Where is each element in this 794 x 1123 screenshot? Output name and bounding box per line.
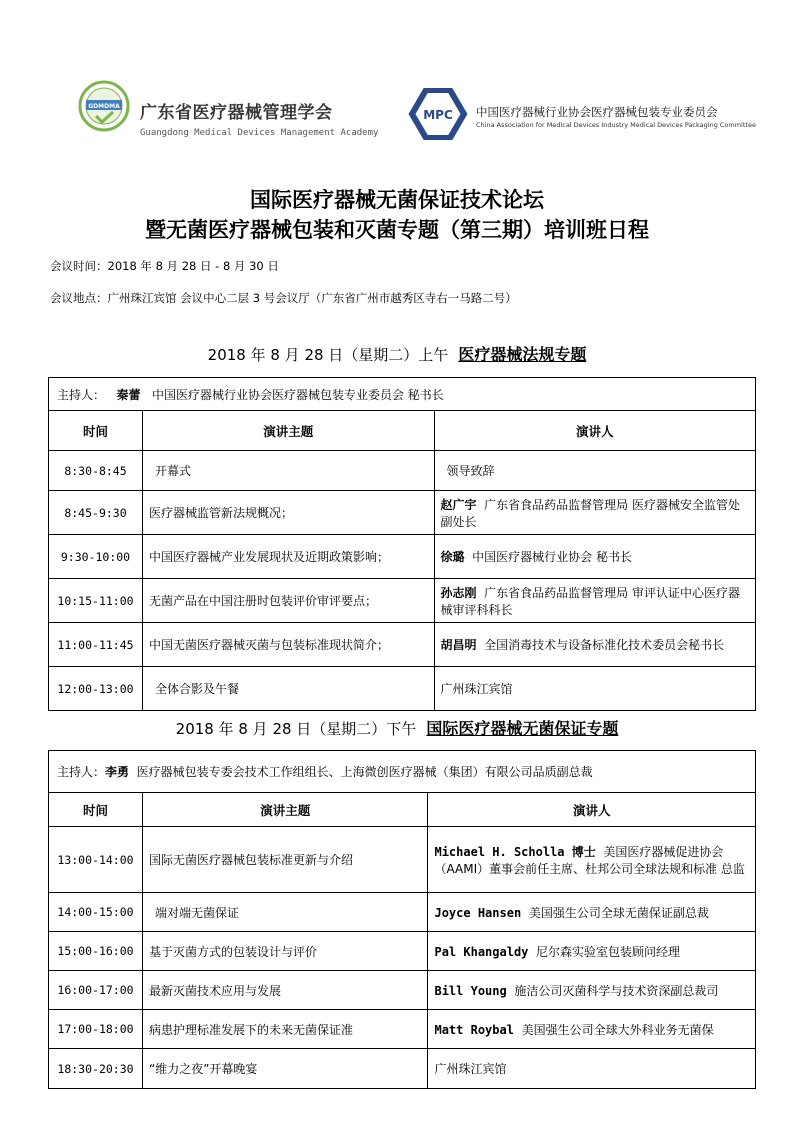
mpc-logo (408, 88, 768, 144)
gdmdma-logo (78, 78, 398, 144)
session2-date: 2018 年 8 月 28 日（星期二）下午 (175, 720, 417, 738)
col-time-header: 时间 (49, 793, 143, 827)
session2-table (48, 750, 756, 1089)
session1-date: 2018 年 8 月 28 日（星期二）上午 (207, 346, 449, 364)
session1-topic: 医疗器械法规专题 (458, 345, 587, 364)
table-row: 13:00-14:00 国际无菌医疗器械包装标准更新与介绍 Michael H. Scholla 博士 美国医疗器械促进协会（AAMI）董事会前任主席、杜邦公司全球法规和标准 总监 (49, 827, 756, 893)
session1-host-name: 秦蕾 (116, 387, 141, 402)
session2-host-name: 李勇 (105, 765, 130, 779)
session1-heading (0, 342, 794, 365)
svg-text:MPC: MPC (423, 108, 453, 122)
mpc-name-cn: 中国医疗器械行业协会医疗器械包装专业委员会 (476, 105, 718, 119)
gdmdma-badge-icon (78, 80, 130, 132)
table-row: 11:00-11:45 中国无菌医疗器械灭菌与包装标准现状简介； 胡昌明 全国消毒技术与设备标准化技术委员会秘书长 (49, 623, 756, 667)
table-row: 14:00-15:00 端对端无菌保证 Joyce Hansen 美国强生公司全球无菌保证副总裁 (49, 893, 756, 932)
table-header-row (49, 411, 756, 451)
table-row: 9:30-10:00 中国医疗器械产业发展现状及近期政策影响； 徐璐 中国医疗器械行业协会 秘书长 (49, 535, 756, 579)
session1-host-role: 中国医疗器械行业协会医疗器械包装专业委员会 秘书长 (151, 387, 444, 402)
mpc-mark-icon (408, 88, 468, 140)
table-row: 8:45-9:30 医疗器械监管新法规概况； 赵广宇 广东省食品药品监督管理局 医疗器械安全监管处副处长 (49, 491, 756, 535)
header-logos (0, 78, 794, 148)
table-header-row (49, 793, 756, 827)
session2-host-role: 医疗器械包装专委会技术工作组组长、上海微创医疗器械（集团）有限公司品质副总裁 (136, 765, 593, 779)
table-row: 8:30-8:45 开幕式 领导致辞 (49, 451, 756, 491)
session1-host-row (49, 378, 756, 411)
table-row: 10:15-11:00 无菌产品在中国注册时包装评价审评要点； 孙志刚 广东省食品药品监督管理局 审评认证中心医疗器械审评科科长 (49, 579, 756, 623)
svg-text:GDMDMA: GDMDMA (88, 103, 120, 110)
mpc-name-en: China Association for Medical Devices Industry Medical Devices Packaging Committee (476, 121, 756, 129)
col-topic-header: 演讲主题 (142, 793, 427, 827)
session1-host: 主持人： 秦蕾 中国医疗器械行业协会医疗器械包装专业委员会 秘书长 (49, 378, 756, 411)
table-row: 17:00-18:00 病患护理标准发展下的未来无菌保证准 Matt Roybal 美国强生公司全球大外科业务无菌保 (49, 1010, 756, 1049)
table-row: 12:00-13:00 全体合影及午餐 广州珠江宾馆 (49, 667, 756, 711)
table-row: 15:00-16:00 基于灭菌方式的包装设计与评价 Pal Khangaldy 尼尔森实验室包装顾问经理 (49, 932, 756, 971)
page-subtitle: 暨无菌医疗器械包装和灭菌专题（第三期）培训班日程 (145, 217, 649, 242)
page-title: 国际医疗器械无菌保证技术论坛 (250, 187, 544, 212)
gdmdma-name-en: Guangdong Medical Devices Management Academy (140, 128, 379, 138)
col-speaker-header: 演讲人 (428, 793, 756, 827)
col-time-header: 时间 (49, 411, 143, 451)
col-speaker-header: 演讲人 (434, 411, 756, 451)
gdmdma-name-cn: 广东省医疗器械管理学会 (140, 103, 333, 123)
session2-topic: 国际医疗器械无菌保证专题 (426, 719, 619, 738)
table-row: 16:00-17:00 最新灭菌技术应用与发展 Bill Young 施洁公司灭菌科学与技术资深副总裁司 (49, 971, 756, 1010)
session2-heading (0, 716, 794, 739)
session1-table (48, 377, 756, 711)
session2-host: 主持人：李勇 医疗器械包装专委会技术工作组组长、上海微创医疗器械（集团）有限公司品质副总裁 (49, 751, 756, 793)
col-topic-header: 演讲主题 (142, 411, 434, 451)
meeting-place: 会议地点：广州珠江宾馆 会议中心二层 3 号会议厅（广东省广州市越秀区寺右一马路二号） (50, 291, 517, 305)
table-row: 18:30-20:30 “维力之夜”开幕晚宴 广州珠江宾馆 (49, 1049, 756, 1089)
meeting-time: 会议时间：2018 年 8 月 28 日 - 8 月 30 日 (50, 259, 279, 273)
session2-host-row (49, 751, 756, 793)
